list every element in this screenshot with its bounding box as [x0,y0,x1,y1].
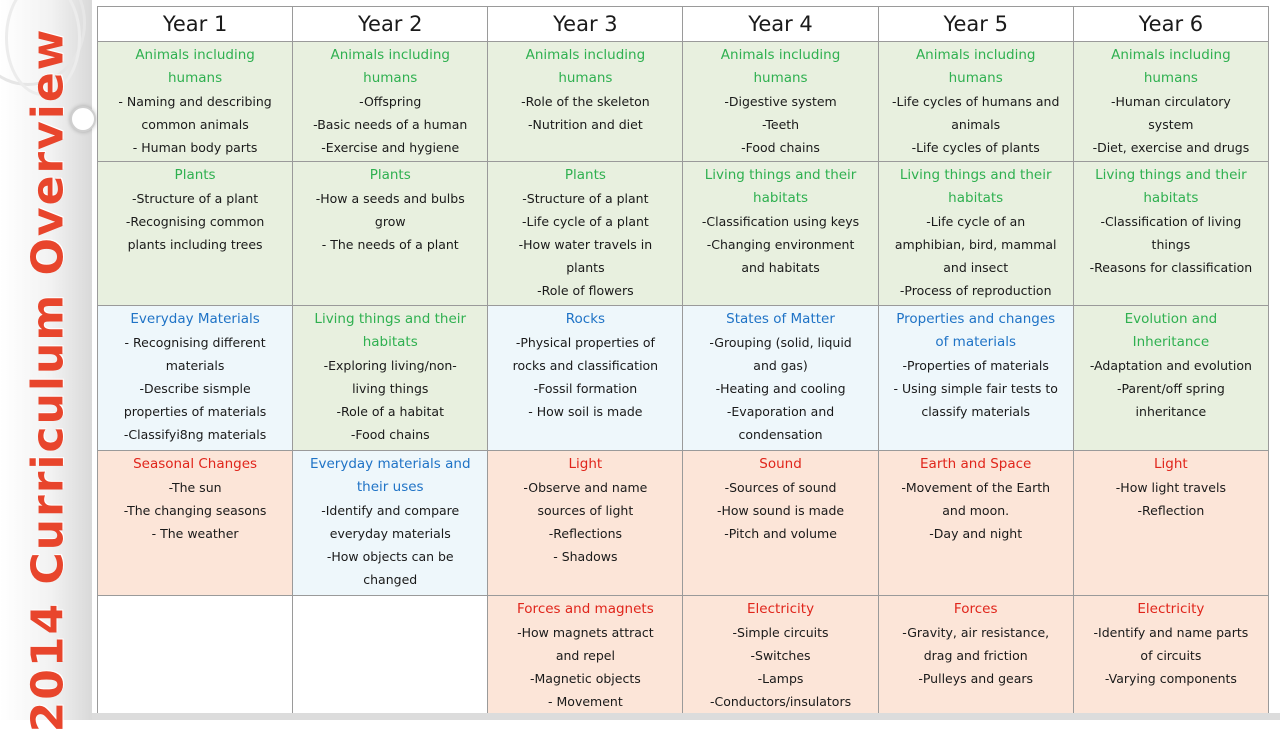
topic-detail: -The sun [168,480,222,495]
topic-detail: animals [951,117,1001,132]
topic-detail: -Recognising common [125,214,265,229]
topic-detail: -Physical properties of [515,335,655,350]
topic-detail: -How a seeds and bulbs [315,191,465,206]
topic-detail: -Movement of the Earth [901,480,1051,495]
table-row [98,451,1269,596]
topic-detail: -Gravity, air resistance, [902,625,1050,640]
table-cell [1073,162,1268,306]
topic-title: Earth and Space [920,456,1032,472]
topic-title: Living things and their [314,311,467,327]
topic-detail: -Life cycle of a plant [521,214,649,229]
topic-detail: everyday materials [329,526,451,541]
topic-detail: drag and friction [923,648,1028,663]
topic-detail: -Pitch and volume [724,526,837,541]
topic-title: Plants [174,167,216,183]
topic-detail: classify materials [921,404,1031,419]
topic-detail: -Changing environment [706,237,855,252]
year-header: Year 5 [878,7,1073,42]
curriculum-table [97,6,1269,716]
year-header: Year 3 [488,7,683,42]
topic-title: humans [363,70,418,86]
topic-detail: -Offspring [359,94,422,109]
table-cell [293,451,488,596]
table-cell [878,42,1073,162]
topic-detail: -Sources of sound [724,480,837,495]
table-cell [488,596,683,716]
topic-detail: of circuits [1140,648,1202,663]
table-cell [293,42,488,162]
topic-detail: -Identify and compare [321,503,460,518]
topic-detail: -Conductors/insulators [709,694,852,709]
year-header: Year 2 [293,7,488,42]
topic-title: humans [753,70,808,86]
table-cell [293,306,488,451]
topic-detail: -Life cycles of humans and [891,94,1060,109]
topic-detail: -Diet, exercise and drugs [1092,140,1250,155]
header-row [98,7,1269,42]
topic-detail: -Structure of a plant [522,191,649,206]
table-row [98,596,1269,716]
table-cell [878,162,1073,306]
topic-title: of materials [935,334,1017,350]
topic-title: humans [558,70,613,86]
topic-detail: -Digestive system [724,94,837,109]
table-cell [1073,596,1268,716]
topic-title: Light [568,456,603,472]
topic-detail: -Nutrition and diet [528,117,643,132]
table-row [98,306,1269,451]
topic-title: States of Matter [726,311,835,327]
topic-title: humans [1143,70,1198,86]
table-cell [683,162,878,306]
topic-detail: -Life cycles of plants [911,140,1040,155]
table-cell [683,42,878,162]
topic-detail: - Using simple fair tests to [893,381,1058,396]
topic-detail: condensation [738,427,823,442]
topic-detail: -Parent/off spring [1116,381,1225,396]
topic-detail: -Role of a habitat [336,404,444,419]
topic-detail: -Structure of a plant [131,191,259,206]
topic-detail: and gas) [753,358,808,373]
table-cell [683,596,878,716]
topic-title: Properties and changes [896,311,1056,327]
topic-title: Sound [759,456,802,472]
table-row [98,42,1269,162]
table-cell [488,451,683,596]
topic-detail: -How objects can be [326,549,454,564]
year-header: Year 1 [98,7,293,42]
topic-detail: -Adaptation and evolution [1089,358,1252,373]
topic-detail: -Role of flowers [537,283,634,298]
table-cell [98,162,293,306]
topic-detail: -Observe and name [523,480,648,495]
topic-detail: -Properties of materials [902,358,1049,373]
topic-detail: system [1148,117,1194,132]
page-title: 2014 Curriculum Overview [22,27,74,732]
topic-detail: - The weather [151,526,239,541]
topic-detail: living things [352,381,429,396]
table-cell [488,42,683,162]
topic-detail: -Food chains [741,140,820,155]
topic-detail: and insect [943,260,1009,275]
table-cell [98,596,293,716]
table-cell [878,596,1073,716]
topic-title: Animals including [1111,47,1231,63]
table-cell [878,306,1073,451]
topic-title: Living things and their [704,167,857,183]
topic-title: Electricity [747,601,815,617]
topic-title: Electricity [1137,601,1205,617]
topic-detail: -Exercise and hygiene [321,140,460,155]
topic-detail: - Shadows [553,549,618,564]
topic-detail: -Fossil formation [533,381,638,396]
topic-title: Everyday materials and [309,456,471,472]
topic-detail: -Magnetic objects [530,671,641,686]
topic-detail: -How water travels in [518,237,653,252]
topic-title: Seasonal Changes [133,456,258,472]
topic-title: habitats [948,190,1004,206]
topic-detail: -Teeth [762,117,800,132]
table-cell [1073,451,1268,596]
topic-detail: and moon. [942,503,1010,518]
topic-title: Light [1154,456,1188,472]
table-cell [878,451,1073,596]
table-cell [1073,42,1268,162]
table-cell [488,162,683,306]
topic-detail: -Lamps [757,671,804,686]
topic-detail: plants including trees [127,237,263,252]
topic-detail: amphibian, bird, mammal [894,237,1057,252]
topic-detail: -Describe sismple [139,381,251,396]
topic-detail: things [1151,237,1191,252]
topic-detail: -Grouping (solid, liquid [709,335,852,350]
topic-detail: - Human body parts [132,140,258,155]
topic-title: Everyday Materials [130,311,260,327]
topic-detail: -Food chains [350,427,430,442]
topic-title: Plants [564,167,606,183]
table-cell [98,42,293,162]
topic-detail: changed [363,572,418,587]
topic-title: Forces and magnets [517,601,654,617]
topic-detail: -How magnets attract [517,625,654,640]
topic-title: Forces [953,601,998,617]
topic-detail: -Basic needs of a human [313,117,468,132]
topic-detail: and repel [555,648,615,663]
topic-detail: -Evaporation and [726,404,835,419]
bottom-border-strip [92,713,1280,720]
topic-detail: -How sound is made [717,503,845,518]
topic-detail: -Classifyi8ng materials [123,427,267,442]
table-row [98,162,1269,306]
topic-detail: -Human circulatory [1110,94,1231,109]
topic-detail: grow [374,214,406,229]
topic-detail: properties of materials [123,404,267,419]
topic-detail: -Identify and name parts [1093,625,1249,640]
topic-title: Inheritance [1132,334,1210,350]
topic-detail: -Varying components [1104,671,1237,686]
topic-detail: -Day and night [929,526,1023,541]
topic-detail: -Heating and cooling [715,381,846,396]
year-header: Year 6 [1073,7,1268,42]
table-cell [488,306,683,451]
topic-title: humans [168,70,223,86]
topic-detail: common animals [141,117,249,132]
decorative-dot [70,106,96,132]
topic-title: Living things and their [1095,167,1247,183]
topic-title: Animals including [330,47,450,63]
topic-detail: - The needs of a plant [321,237,459,252]
topic-title: Animals including [135,47,255,63]
topic-detail: -How light travels [1115,480,1226,495]
topic-title: their uses [356,479,424,495]
topic-detail: - Movement [548,694,623,709]
topic-title: Rocks [565,311,606,327]
topic-title: Animals including [525,47,646,63]
topic-detail: -Reflections [548,526,622,541]
topic-title: Evolution and [1124,311,1218,327]
table-cell [293,596,488,716]
topic-detail: -Simple circuits [732,625,829,640]
topic-detail: materials [165,358,225,373]
topic-detail: -Pulleys and gears [918,671,1034,686]
topic-title: humans [948,70,1003,86]
topic-detail: - Naming and describing [118,94,272,109]
topic-detail: -Classification using keys [701,214,860,229]
table-cell [98,451,293,596]
topic-title: Animals including [720,47,841,63]
topic-title: habitats [362,334,418,350]
topic-title: Plants [369,167,411,183]
topic-detail: - How soil is made [528,404,643,419]
topic-detail: -Switches [750,648,811,663]
topic-detail: -Reasons for classification [1089,260,1253,275]
topic-detail: -Classification of living [1100,214,1242,229]
topic-title: Living things and their [899,167,1052,183]
topic-title: habitats [1143,190,1199,206]
topic-detail: - Recognising different [124,335,266,350]
topic-detail: -Process of reproduction [899,283,1052,298]
topic-title: Animals including [915,47,1036,63]
topic-detail: plants [566,260,605,275]
table-cell [683,451,878,596]
table-cell [98,306,293,451]
topic-detail: -Role of the skeleton [521,94,650,109]
topic-detail: inheritance [1135,404,1207,419]
topic-detail: -Reflection [1137,503,1205,518]
topic-title: habitats [753,190,809,206]
topic-detail: -Exploring living/non- [323,358,457,373]
table-cell [1073,306,1268,451]
year-header: Year 4 [683,7,878,42]
table-cell [683,306,878,451]
table-cell [293,162,488,306]
topic-detail: -Life cycle of an [926,214,1026,229]
topic-detail: -The changing seasons [123,503,267,518]
topic-detail: rocks and classification [512,358,659,373]
topic-detail: and habitats [741,260,820,275]
topic-detail: sources of light [537,503,634,518]
